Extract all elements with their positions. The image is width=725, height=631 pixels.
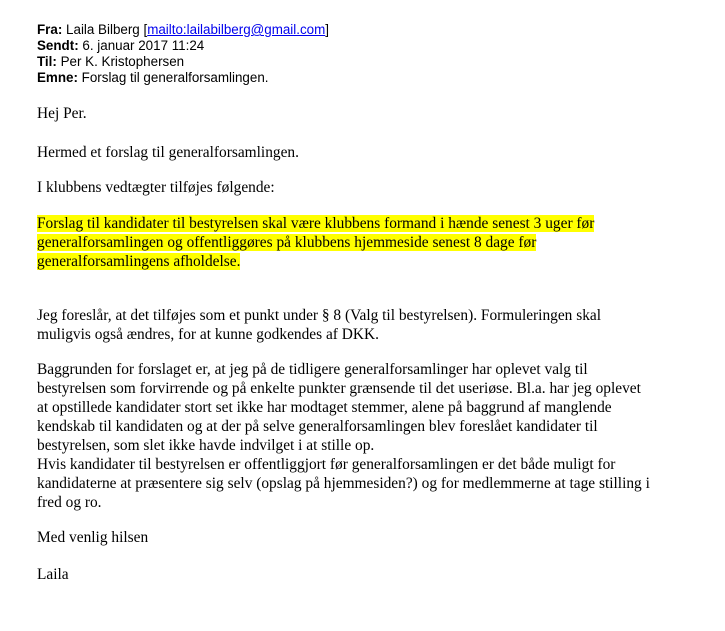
signature: Laila (37, 566, 69, 583)
intro-text: Hermed et forslag til generalforsamlingen. (37, 144, 299, 161)
email-header (37, 22, 329, 86)
background-line: Hvis kandidater til bestyrelsen er offentliggjort før generalforsamlingen er det både muligt for (37, 456, 616, 473)
sent-label: Sendt: (37, 38, 79, 53)
closing: Med venlig hilsen (37, 529, 149, 546)
proposal-paragraph (37, 214, 594, 271)
statute-intro: I klubbens vedtægter tilføjes følgende: (37, 179, 275, 196)
subject-label: Emne: (37, 70, 78, 85)
background-line: at opstillede kandidater stort set ikke har modtaget stemmer, alene på baggrund af manglende (37, 399, 612, 416)
subject-value: Forslag til generalforsamlingen. (81, 70, 269, 85)
to-value: Per K. Kristophersen (60, 54, 185, 69)
to-row (37, 54, 329, 70)
background-line: Baggrunden for forslaget er, at jeg på de tidligere generalforsamlinger har oplevet valg til (37, 361, 588, 378)
suggestion-line: muligvis også ændres, for at kunne godkendes af DKK. (37, 326, 379, 343)
subject-row (37, 70, 329, 86)
proposal-line: Forslag til kandidater til bestyrelsen skal være klubbens formand i hænde senest 3 uger før (37, 215, 595, 232)
proposal-line: generalforsamlingens afholdelse. (37, 253, 241, 270)
from-email-link[interactable]: mailto:lailabilberg@gmail.com (147, 22, 326, 37)
suggestion-line: Jeg foreslår, at det tilføjes som et punkt under § 8 (Valg til bestyrelsen). Formuleringen skal (37, 307, 602, 324)
background-line: bestyrelsen som forvirrende og på enkelte punkter grænsende til det useriøse. Bl.a. har jeg oplevet (37, 380, 641, 397)
background-line: kendskab til kandidaten og at der på selve generalforsamlingen blev foreslået kandidater til (37, 418, 598, 435)
background-paragraph (37, 360, 650, 512)
sent-value: 6. januar 2017 11:24 (82, 38, 205, 53)
proposal-line: generalforsamlingen og offentliggøres på klubbens hjemmeside senest 8 dage før (37, 234, 537, 251)
background-line: kandidaterne at præsentere sig selv (opslag på hjemmesiden?) og for medlemmerne at tage stilling i (37, 475, 650, 492)
greeting: Hej Per. (37, 105, 87, 122)
sent-row (37, 38, 329, 54)
suggestion-paragraph (37, 306, 601, 344)
to-label: Til: (37, 54, 57, 69)
from-row: Fra: Laila Bilberg [mailto:lailabilberg@gmail.com] (37, 22, 330, 37)
from-name: Laila Bilberg (66, 22, 140, 37)
from-label: Fra: (37, 22, 63, 37)
background-line: fred og ro. (37, 494, 102, 511)
background-line: bestyrelsen, som slet ikke havde indvilget i at stille op. (37, 437, 375, 454)
